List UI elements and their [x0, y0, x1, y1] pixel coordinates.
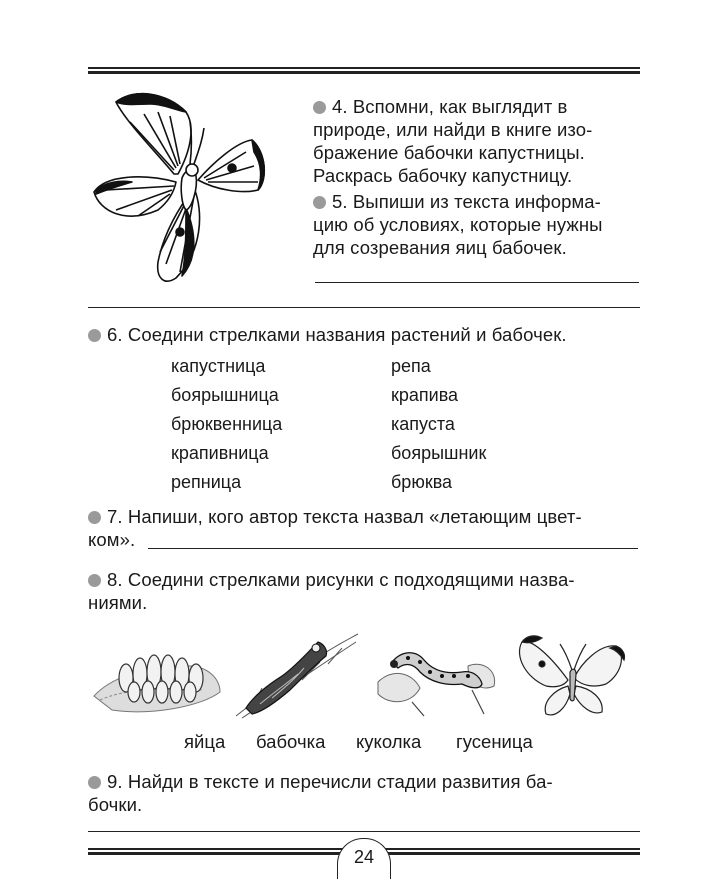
caterpillar-picture[interactable]	[372, 632, 502, 718]
plant-name-4[interactable]: брюква	[391, 472, 453, 492]
task-9-answer-line[interactable]	[88, 831, 640, 832]
task-5-answer-line-1[interactable]	[315, 282, 639, 283]
task-4-line-2: природе, или найди в книге изо-	[313, 119, 593, 140]
butterfly-picture[interactable]	[512, 628, 636, 722]
task-4-line-1: 4. Вспомни, как выглядит в	[313, 95, 639, 118]
plant-name-0[interactable]: репа	[391, 356, 431, 376]
top-rule-thick	[88, 71, 640, 74]
plant-name-1[interactable]: крапива	[391, 385, 459, 405]
bullet-icon	[88, 776, 101, 789]
bullet-icon	[88, 511, 101, 524]
task-9-line-2: бочки.	[88, 794, 143, 815]
top-rule	[88, 67, 640, 69]
caption-eggs[interactable]: яйца	[184, 731, 226, 752]
task-9-line-1: 9. Найди в тексте и перечисли стадии развития ба-	[88, 770, 640, 793]
butterfly-name-0[interactable]: капустница	[171, 356, 266, 376]
bullet-icon	[313, 196, 326, 209]
task-4-line-3: бражение бабочки капустницы.	[313, 142, 585, 163]
task-5	[313, 190, 639, 259]
cabbage-butterfly-illustration	[86, 82, 298, 290]
page-number: 24	[337, 838, 391, 879]
task-9	[88, 770, 640, 816]
task-7-answer-line[interactable]	[148, 548, 638, 549]
plant-name-2[interactable]: капуста	[391, 414, 455, 434]
bullet-icon	[88, 574, 101, 587]
butterfly-name-1[interactable]: боярышница	[171, 385, 279, 405]
task-7-line-1: 7. Напиши, кого автор текста назвал «летающим цвет-	[88, 505, 640, 528]
task-7	[88, 505, 640, 551]
task-5-answer-line-2[interactable]	[88, 307, 640, 308]
task-5-line-2: цию об условиях, которые нужны	[313, 214, 603, 235]
task-7-line-2: ком».	[88, 529, 136, 550]
bullet-icon	[313, 101, 326, 114]
butterfly-name-2[interactable]: брюквенница	[171, 414, 283, 434]
caption-butterfly[interactable]: бабочка	[256, 731, 326, 752]
plant-name-3[interactable]: боярышник	[391, 443, 487, 463]
bullet-icon	[88, 329, 101, 342]
eggs-picture[interactable]	[92, 636, 222, 720]
task-8	[88, 568, 640, 614]
task-4	[313, 95, 639, 187]
task-4-line-4: Раскрась бабочку капустницу.	[313, 165, 573, 186]
task-5-line-3: для созревания яиц бабочек.	[313, 237, 567, 258]
task-6: 6. Соедини стрелками названия растений и бабочек.	[88, 323, 640, 346]
task-5-line-1: 5. Выпиши из текста информа-	[313, 190, 639, 213]
butterfly-name-3[interactable]: крапивница	[171, 443, 269, 463]
task-8-line-1: 8. Соедини стрелками рисунки с подходящими назва-	[88, 568, 640, 591]
caption-pupa[interactable]: куколка	[356, 731, 422, 752]
task-8-line-2: ниями.	[88, 592, 148, 613]
caption-caterpillar[interactable]: гусеница	[456, 731, 533, 752]
pupa-picture[interactable]	[232, 628, 360, 720]
butterfly-name-4[interactable]: репница	[171, 472, 242, 492]
